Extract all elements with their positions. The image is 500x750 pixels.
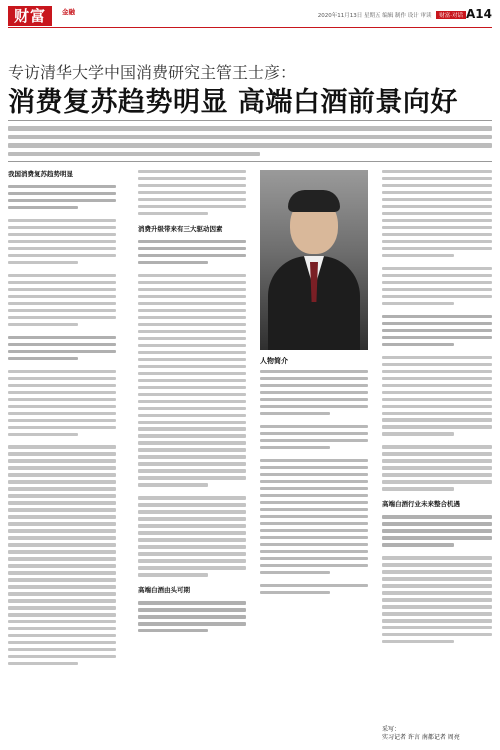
text-line <box>8 529 116 532</box>
section-logo-sub: 金融 <box>62 8 75 16</box>
text-line <box>382 563 492 566</box>
text-line <box>260 405 368 408</box>
text-line <box>382 336 492 339</box>
text-line <box>138 545 246 548</box>
text-line <box>260 584 368 587</box>
text-line <box>138 184 246 187</box>
text-line <box>382 473 492 476</box>
reporter-names: 实习记者 许言 南都记者 周亮 <box>382 734 460 741</box>
text-line <box>138 400 246 403</box>
text-line <box>138 573 208 576</box>
text-line <box>8 398 116 401</box>
text-line <box>138 212 208 215</box>
text-line <box>8 350 116 353</box>
text-line <box>138 337 246 340</box>
text-line <box>8 391 116 394</box>
article-headline: 消费复苏趋势明显 高端白酒前景向好 <box>8 87 458 118</box>
text-line <box>382 591 492 594</box>
text-line <box>382 640 454 643</box>
section-heading: 高端白酒由头可期 <box>138 586 190 595</box>
text-line <box>382 170 492 173</box>
text-line <box>8 641 116 644</box>
text-column-1 <box>8 170 116 669</box>
text-line <box>138 434 246 437</box>
text-line <box>382 626 492 629</box>
text-line <box>382 556 492 559</box>
text-line <box>260 412 330 415</box>
text-line <box>8 543 116 546</box>
text-line <box>8 613 116 616</box>
lede-text-line <box>8 135 492 140</box>
text-line <box>138 379 246 382</box>
text-line <box>8 240 116 243</box>
text-line <box>382 577 492 580</box>
lede-text-line <box>8 152 260 157</box>
text-line <box>138 288 246 291</box>
text-line <box>382 205 492 208</box>
lede-text-line <box>8 126 492 131</box>
text-line <box>260 591 330 594</box>
text-line <box>260 557 368 560</box>
text-line <box>260 466 368 469</box>
text-line <box>260 398 368 401</box>
section-heading: 消费升级带来有三大驱动因素 <box>138 224 223 233</box>
text-line <box>8 452 116 455</box>
reporter-credit <box>382 726 460 742</box>
text-line <box>138 608 246 611</box>
text-line <box>382 212 492 215</box>
text-line <box>382 633 492 636</box>
text-line <box>138 358 246 361</box>
text-line <box>138 510 246 513</box>
text-line <box>8 302 116 305</box>
text-line <box>382 432 454 435</box>
text-line <box>8 473 116 476</box>
text-line <box>8 323 78 326</box>
text-line <box>260 543 368 546</box>
text-line <box>260 425 368 428</box>
text-line <box>138 198 246 201</box>
reporter-label: 采写： <box>382 726 401 733</box>
text-line <box>138 448 246 451</box>
text-line <box>8 501 116 504</box>
text-line <box>8 433 78 436</box>
text-line <box>260 391 368 394</box>
text-line <box>138 344 246 347</box>
text-line <box>138 455 246 458</box>
text-line <box>138 323 246 326</box>
text-line <box>8 634 116 637</box>
text-line <box>382 226 492 229</box>
text-line <box>382 281 492 284</box>
text-line <box>260 536 368 539</box>
text-line <box>138 254 246 257</box>
text-line <box>382 466 492 469</box>
text-line <box>138 469 246 472</box>
text-line <box>382 515 492 518</box>
text-line <box>138 462 246 465</box>
article-lede <box>8 120 492 162</box>
text-line <box>382 370 492 373</box>
text-line <box>260 459 368 462</box>
text-line <box>138 566 246 569</box>
text-line <box>8 585 116 588</box>
text-line <box>138 365 246 368</box>
text-line <box>138 559 246 562</box>
text-line <box>138 538 246 541</box>
text-line <box>138 274 246 277</box>
issue-info <box>318 11 466 19</box>
text-line <box>138 240 246 243</box>
text-line <box>382 295 492 298</box>
text-line <box>138 170 246 173</box>
text-line <box>260 550 368 553</box>
text-line <box>8 487 116 490</box>
text-line <box>8 578 116 581</box>
text-line <box>138 407 246 410</box>
text-line <box>8 261 78 264</box>
text-line <box>8 494 116 497</box>
text-line <box>8 219 116 222</box>
text-line <box>8 233 116 236</box>
text-line <box>8 384 116 387</box>
text-line <box>138 476 246 479</box>
text-line <box>8 627 116 630</box>
text-line <box>8 515 116 518</box>
text-line <box>260 494 368 497</box>
section-heading: 我国消费复苏趋势明显 <box>8 170 73 178</box>
text-line <box>138 517 246 520</box>
text-line <box>8 309 116 312</box>
text-line <box>382 522 492 525</box>
text-line <box>8 620 116 623</box>
text-line <box>382 405 492 408</box>
text-line <box>138 552 246 555</box>
issue-date-editors: 2020年11月13日 星期五 编辑 制作 设计 审读 <box>317 13 432 19</box>
text-line <box>138 330 246 333</box>
text-line <box>138 302 246 305</box>
text-line <box>138 503 246 506</box>
text-line <box>138 261 208 264</box>
text-line <box>382 605 492 608</box>
text-line <box>8 185 116 188</box>
text-line <box>138 177 246 180</box>
text-line <box>260 370 368 373</box>
article-subtitle: 专访清华大学中国消费研究主管王士彦： <box>8 63 297 82</box>
text-line <box>8 592 116 595</box>
text-line <box>260 564 368 567</box>
text-line <box>138 386 246 389</box>
text-line <box>8 405 116 408</box>
text-line <box>8 550 116 553</box>
text-line <box>260 571 330 574</box>
text-line <box>382 184 492 187</box>
text-line <box>8 316 116 319</box>
text-line <box>382 363 492 366</box>
text-line <box>382 459 492 462</box>
text-line <box>382 247 492 250</box>
text-line <box>8 648 116 651</box>
text-line <box>138 483 208 486</box>
text-line <box>8 662 78 665</box>
text-line <box>382 343 454 346</box>
text-line <box>8 445 116 448</box>
text-line <box>8 536 116 539</box>
text-line <box>382 391 492 394</box>
text-line <box>138 615 246 618</box>
text-line <box>260 439 368 442</box>
text-line <box>260 508 368 511</box>
text-line <box>8 426 116 429</box>
text-line <box>8 377 116 380</box>
text-line <box>8 357 78 360</box>
text-line <box>138 524 246 527</box>
paper-logo: 财富 <box>8 6 52 26</box>
text-line <box>382 480 492 483</box>
text-line <box>382 315 492 318</box>
text-line <box>8 557 116 560</box>
text-line <box>8 226 116 229</box>
text-line <box>382 254 454 257</box>
text-line <box>382 445 492 448</box>
text-line <box>8 288 116 291</box>
text-line <box>8 655 116 658</box>
text-line <box>8 412 116 415</box>
text-line <box>8 192 116 195</box>
text-line <box>382 329 492 332</box>
text-line <box>138 393 246 396</box>
text-line <box>382 233 492 236</box>
text-line <box>382 267 492 270</box>
text-line <box>138 351 246 354</box>
text-line <box>382 302 454 305</box>
text-line <box>382 240 492 243</box>
text-line <box>382 425 492 428</box>
text-line <box>8 254 116 257</box>
text-line <box>8 571 116 574</box>
text-line <box>138 601 246 604</box>
text-line <box>382 529 492 532</box>
text-line <box>260 432 368 435</box>
text-line <box>382 584 492 587</box>
text-line <box>382 274 492 277</box>
text-line <box>382 487 454 490</box>
text-line <box>138 629 208 632</box>
text-line <box>8 295 116 298</box>
text-line <box>382 177 492 180</box>
text-line <box>382 619 492 622</box>
text-line <box>382 612 492 615</box>
text-line <box>8 370 116 373</box>
text-line <box>382 598 492 601</box>
text-line <box>8 206 78 209</box>
text-column-4 <box>382 170 492 647</box>
text-line <box>382 570 492 573</box>
page-number: A14 <box>466 7 492 21</box>
text-line <box>382 219 492 222</box>
person-profile-label: 人物简介 <box>260 357 288 365</box>
text-line <box>138 247 246 250</box>
text-line <box>138 191 246 194</box>
text-line <box>260 529 368 532</box>
text-line <box>138 316 246 319</box>
text-line <box>8 199 116 202</box>
text-line <box>382 377 492 380</box>
text-line <box>260 384 368 387</box>
text-line <box>382 418 492 421</box>
text-line <box>8 419 116 422</box>
text-line <box>138 496 246 499</box>
text-line <box>138 531 246 534</box>
text-line <box>138 205 246 208</box>
text-line <box>8 480 116 483</box>
text-line <box>138 421 246 424</box>
text-line <box>382 384 492 387</box>
text-line <box>382 356 492 359</box>
text-line <box>138 281 246 284</box>
text-line <box>138 309 246 312</box>
text-line <box>382 288 492 291</box>
text-line <box>8 274 116 277</box>
text-line <box>8 459 116 462</box>
text-line <box>8 606 116 609</box>
text-column-2 <box>138 170 246 636</box>
masthead <box>8 6 492 28</box>
text-line <box>260 446 330 449</box>
text-line <box>8 281 116 284</box>
text-line <box>382 536 492 539</box>
text-line <box>8 522 116 525</box>
section-heading: 高端白酒行业未来整合机遇 <box>382 500 460 509</box>
text-line <box>382 398 492 401</box>
text-line <box>8 466 116 469</box>
text-line <box>260 377 368 380</box>
text-line <box>138 427 246 430</box>
text-line <box>382 322 492 325</box>
text-line <box>8 508 116 511</box>
text-line <box>138 372 246 375</box>
column-tag: 财富·对话 <box>436 11 466 19</box>
text-line <box>260 473 368 476</box>
lede-text-line <box>8 143 492 148</box>
text-line <box>382 191 492 194</box>
text-line <box>8 336 116 339</box>
text-line <box>8 564 116 567</box>
text-line <box>382 412 492 415</box>
person-profile-text <box>260 370 368 598</box>
text-line <box>8 599 116 602</box>
text-line <box>260 522 368 525</box>
text-line <box>260 501 368 504</box>
text-line <box>138 622 246 625</box>
text-line <box>260 480 368 483</box>
text-line <box>260 515 368 518</box>
text-line <box>382 452 492 455</box>
text-line <box>260 487 368 490</box>
text-line <box>382 198 492 201</box>
interviewee-photo <box>260 170 368 350</box>
text-line <box>138 414 246 417</box>
text-line <box>8 343 116 346</box>
text-line <box>382 543 454 546</box>
text-line <box>138 441 246 444</box>
text-line <box>8 247 116 250</box>
text-line <box>138 295 246 298</box>
